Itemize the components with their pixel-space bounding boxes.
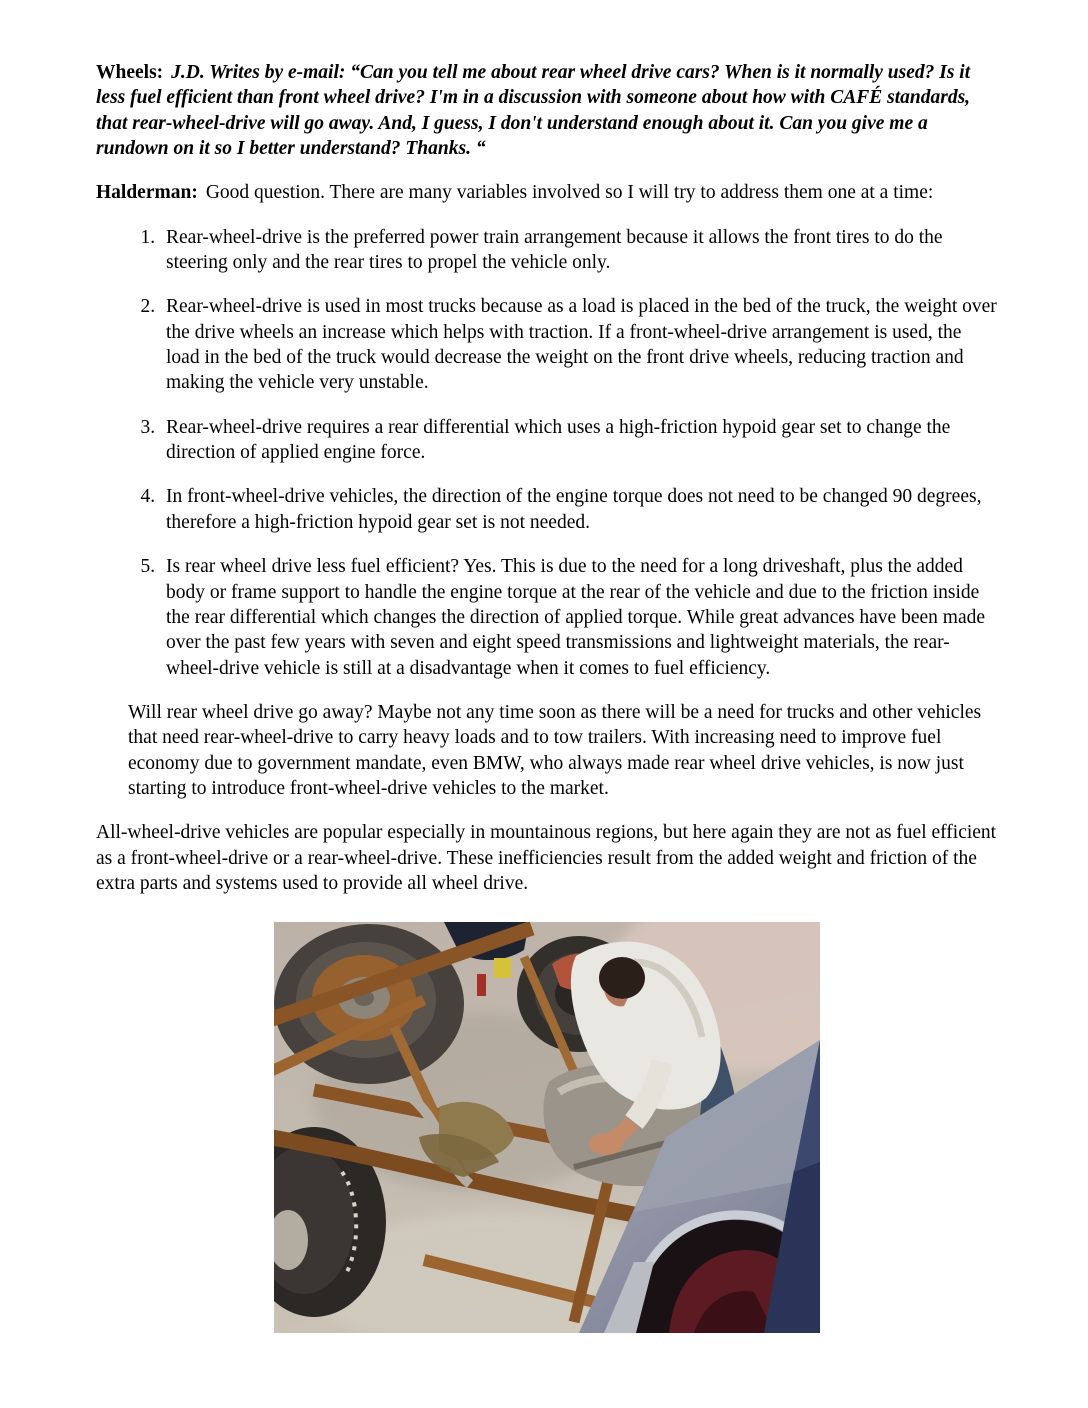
list-item: 5. Is rear wheel drive less fuel efficient? Yes. This is due to the need for a long driveshaft, plus the added body or frame support to handle the engine torque at the rear of the vehicle and due to the friction inside the rear differential which changes the direction of applied torque. While great advances have been made over the past few years with seven and eight speed transmissions and lightweight materials, the rear-wheel-drive vehicle is still at a disadvantage when it comes to fuel efficiency. xyxy=(160,554,998,681)
question-text: J.D. Writes by e-mail: “Can you tell me about rear wheel drive cars? When is it normally used? Is it less fuel efficient than front wheel drive? I'm in a discussion with someone about how with CAFÉ standards, that rear-wheel-drive will go away. And, I guess, I don't understand enough about it. Can you give me a rundown on it so I better understand? Thanks. “ xyxy=(96,62,971,160)
question-author-label: Wheels: xyxy=(96,62,164,83)
red-object xyxy=(477,974,486,996)
answer-intro-paragraph xyxy=(96,180,998,205)
list-item: 1. Rear-wheel-drive is the preferred power train arrangement because it allows the front tires to do the steering only and the rear tires to propel the vehicle only. xyxy=(160,225,998,276)
list-item: 2. Rear-wheel-drive is used in most trucks because as a load is placed in the bed of the truck, the weight over the drive wheels an increase which helps with traction. If a front-wheel-drive arrangement is used, the load in the bed of the truck would decrease the weight on the front drive wheels, reducing traction and making the vehicle very unstable. xyxy=(160,294,998,395)
mechanic-hand xyxy=(589,1133,623,1155)
followup-paragraph: Will rear wheel drive go away? Maybe not any time soon as there will be a need for trucks and other vehicles that need rear-wheel-drive to carry heavy loads and to tow trailers. With increasing need to improve fuel economy due to government mandate, even BMW, who always made rear wheel drive vehicles, is now just starting to introduce front-wheel-drive vehicles to the market. xyxy=(128,701,982,799)
answer-author-label: Halderman: xyxy=(96,182,198,204)
list-item: 4. In front-wheel-drive vehicles, the direction of the engine torque does not need to be changed 90 degrees, therefore a high-friction hypoid gear set is not needed. xyxy=(160,484,998,535)
closing-paragraph: All-wheel-drive vehicles are popular especially in mountainous regions, but here again they are not as fuel efficient as a front-wheel-drive or a rear-wheel-drive. These inefficiencies result from the added weight and friction of the extra parts and systems used to provide all wheel drive. xyxy=(96,822,997,894)
yellow-object xyxy=(494,958,511,978)
question-paragraph xyxy=(96,60,998,161)
answer-numbered-list xyxy=(96,225,998,681)
truck-chassis-photo xyxy=(274,922,820,1333)
list-item: 3. Rear-wheel-drive requires a rear differential which uses a high-friction hypoid gear set to change the direction of applied engine force. xyxy=(160,415,998,466)
answer-intro-text: Good question. There are many variables involved so I will try to address them one at a time: xyxy=(205,182,934,204)
